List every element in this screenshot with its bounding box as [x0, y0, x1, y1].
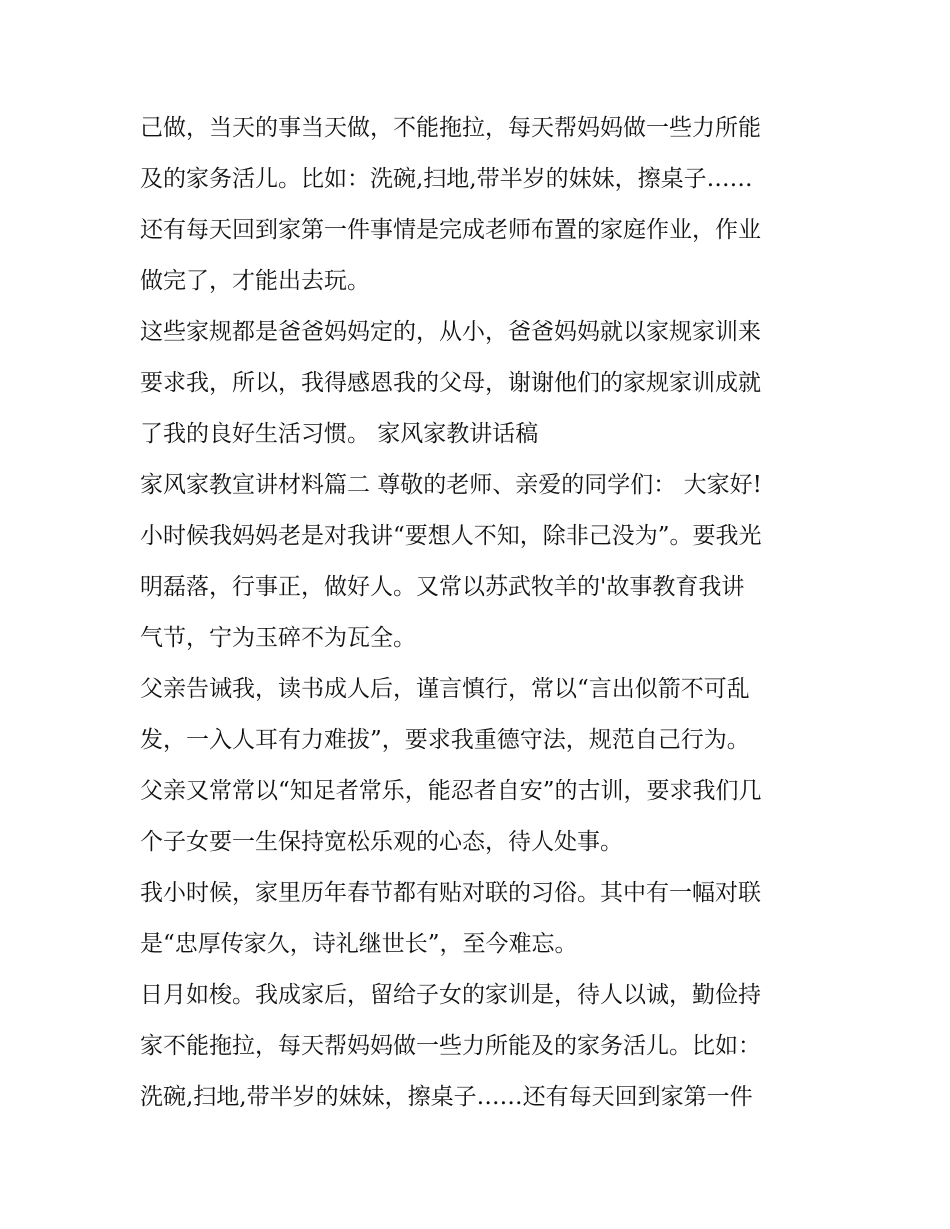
text-line: 要求我，所以，我得感恩我的父母，谢谢他们的家规家训成就: [140, 370, 761, 396]
text-line: 还有每天回到家第一件事情是完成老师布置的家庭作业，作业: [140, 217, 761, 243]
document-body: [140, 103, 820, 1123]
text-line: 气节，宁为玉碎不为瓦全。: [140, 625, 416, 651]
text-line: 明磊落，行事正，做好人。又常以苏武牧羊的'故事教育我讲: [140, 574, 745, 600]
text-line: 做完了，才能出去玩。: [140, 268, 370, 294]
text-line: 个子女要一生保持宽松乐观的心态，待人处事。: [140, 829, 623, 855]
text-line: 洗碗,扫地,带半岁的妹妹，擦桌子……还有每天回到家第一件: [140, 1084, 753, 1110]
text-line: 这些家规都是爸爸妈妈定的，从小，爸爸妈妈就以家规家训来: [140, 319, 761, 345]
text-line: 家不能拖拉，每天帮妈妈做一些力所能及的家务活儿。比如：: [140, 1033, 761, 1059]
text-line: 父亲又常常以“知足者常乐，能忍者自安”的古训，要求我们几: [140, 778, 762, 804]
text-line: 我小时候，家里历年春节都有贴对联的习俗。其中有一幅对联: [140, 880, 761, 906]
text-line: 是“忠厚传家久，诗礼继世长”，至今难忘。: [140, 931, 578, 957]
text-line: 小时候我妈妈老是对我讲“要想人不知，除非己没为”。要我光: [140, 523, 762, 549]
text-line: 及的家务活儿。比如：洗碗,扫地,带半岁的妹妹，擦桌子……: [140, 166, 753, 192]
text-line: 发，一入人耳有力难拔”，要求我重德守法，规范自己行为。: [140, 727, 750, 753]
text-line: 了我的良好生活习惯。 家风家教讲话稿: [140, 421, 539, 447]
text-line: 家风家教宣讲材料篇二 尊敬的老师、亲爱的同学们： 大家好!: [140, 472, 762, 498]
text-line: 己做，当天的事当天做，不能拖拉，每天帮妈妈做一些力所能: [140, 115, 761, 141]
text-line: 父亲告诫我，读书成人后，谨言慎行，常以“言出似箭不可乱: [140, 676, 750, 702]
text-line: 日月如梭。我成家后，留给子女的家训是，待人以诚，勤俭持: [140, 982, 761, 1008]
